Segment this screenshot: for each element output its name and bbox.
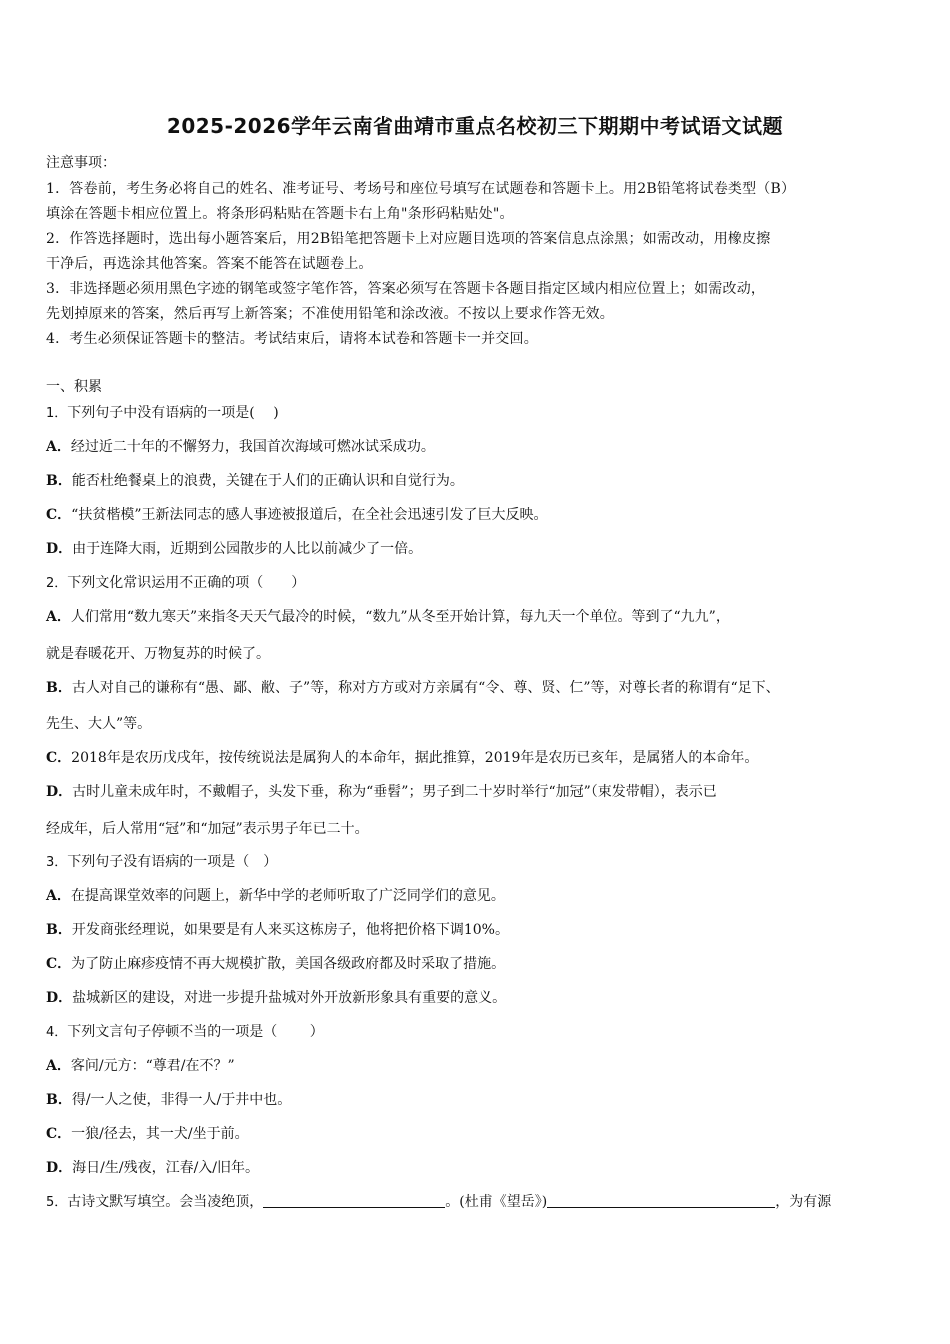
question-text: 古诗文默写填空。会当凌绝顶， — [67, 1194, 264, 1210]
option-letter: D． — [46, 784, 73, 800]
question-number: 5． — [46, 1195, 68, 1210]
question-2-option-d-cont: 经成年，后人常用“冠”和“加冠”表示男子年已二十。 — [46, 821, 369, 837]
question-3-option-a — [46, 885, 505, 905]
notice-line: 1．答卷前，考生务必将自己的姓名、准考证号、考场号和座位号填写在试题卷和答题卡上。用2B铅笔将试卷类型（B） — [46, 181, 796, 197]
option-text: 客问/元方：“尊君/在不？” — [70, 1058, 235, 1074]
notice-line: 3．非选择题必须用黑色字迹的钢笔或签字笔作答，答案必须写在答题卡各题目指定区域内相应位置上；如需改动， — [46, 281, 766, 297]
question-1-option-b — [46, 470, 464, 490]
question-4-option-c — [46, 1123, 249, 1143]
question-1-option-d — [46, 538, 422, 558]
question-3-option-b — [46, 919, 509, 939]
option-text: 得/一人之使，非得一人/于井中也。 — [71, 1092, 292, 1108]
question-3-option-c — [46, 953, 505, 973]
option-text: 人们常用“数九寒天”来指冬天天气最冷的时候，“数九”从冬至开始计算，每九天一个单位。等到了“九九”， — [70, 609, 730, 625]
option-text: 为了防止麻疹疫情不再大规模扩散，美国各级政府都及时采取了措施。 — [71, 956, 506, 972]
question-4-stem — [46, 1021, 324, 1041]
option-letter: C． — [46, 750, 72, 766]
question-4-option-d — [46, 1157, 259, 1177]
option-text: 古人对自己的谦称有“愚、鄙、敝、子”等，称对方方或对方亲属有“令、尊、贤、仁”等，对尊长者的称谓有“足下、 — [71, 680, 780, 696]
question-3-stem — [46, 851, 277, 871]
option-letter: D． — [46, 541, 73, 557]
option-letter: B． — [46, 473, 72, 489]
question-2-stem — [46, 572, 305, 592]
notice-heading: 注意事项： — [46, 155, 116, 171]
answer-blank[interactable] — [547, 1193, 775, 1208]
option-letter: B． — [46, 922, 72, 938]
notice-line: 填涂在答题卡相应位置上。将条形码粘贴在答题卡右上角"条形码粘贴处"。 — [46, 206, 514, 222]
question-2-option-b-cont: 先生、大人”等。 — [46, 716, 152, 732]
answer-blank[interactable] — [263, 1193, 445, 1208]
option-text: 在提高课堂效率的问题上，新华中学的老师听取了广泛同学们的意见。 — [70, 888, 505, 904]
option-letter: B． — [46, 680, 72, 696]
notice-line: 先划掉原来的答案，然后再写上新答案；不准使用铅笔和涂改液。不按以上要求作答无效。 — [46, 306, 614, 322]
page-title: 2025-2026学年云南省曲靖市重点名校初三下期期中考试语文试题 — [166, 114, 784, 138]
question-number: 4． — [46, 1025, 68, 1040]
question-text: 下列文言句子停顿不当的一项是（ ） — [67, 1024, 324, 1040]
option-text: 能否杜绝餐桌上的浪费，关键在于人们的正确认识和自觉行为。 — [71, 473, 464, 489]
option-text: 由于连降大雨，近期到公园散步的人比以前减少了一倍。 — [72, 541, 423, 557]
question-2-option-d — [46, 781, 717, 801]
question-2-option-c — [46, 747, 758, 767]
option-text: 海日/生/残夜，江春/入/旧年。 — [72, 1160, 260, 1176]
question-1-stem — [46, 402, 279, 422]
question-4-option-a — [46, 1055, 235, 1075]
option-text: 盐城新区的建设，对进一步提升盐城对外开放新形象具有重要的意义。 — [72, 990, 507, 1006]
question-text: 下列句子没有语病的一项是（ ） — [67, 854, 278, 870]
question-2-option-b — [46, 677, 780, 697]
question-4-option-b — [46, 1089, 291, 1109]
option-letter: A． — [46, 439, 71, 455]
question-2-option-a — [46, 606, 730, 626]
option-text: 古时儿童未成年时，不戴帽子，头发下垂，称为“垂髫”；男子到二十岁时举行“加冠”（束发带帽），表示已 — [72, 784, 717, 800]
notice-line: 4．考生必须保证答题卡的整洁。考试结束后，请将本试卷和答题卡一并交回。 — [46, 331, 538, 347]
question-number: 3． — [46, 855, 68, 870]
question-3-option-d — [46, 987, 506, 1007]
option-letter: A． — [46, 888, 71, 904]
question-number: 1． — [46, 406, 68, 421]
option-text: “扶贫楷模”王新法同志的感人事迹被报道后，在全社会迅速引发了巨大反映。 — [71, 507, 548, 523]
option-letter: A． — [46, 609, 71, 625]
question-number: 2． — [46, 576, 68, 591]
section-heading: 一、积累 — [46, 379, 102, 395]
option-letter: D． — [46, 990, 73, 1006]
question-text: ，为有源 — [775, 1194, 832, 1210]
question-text: 下列句子中没有语病的一项是( ) — [67, 405, 279, 421]
option-letter: C． — [46, 1126, 72, 1142]
option-letter: A． — [46, 1058, 71, 1074]
option-letter: C． — [46, 956, 72, 972]
notice-line: 干净后，再选涂其他答案。答案不能答在试题卷上。 — [46, 256, 373, 272]
option-letter: D． — [46, 1160, 73, 1176]
option-letter: C． — [46, 507, 72, 523]
question-2-option-a-cont: 就是春暖花开、万物复苏的时候了。 — [46, 646, 270, 662]
question-1-option-a — [46, 436, 435, 456]
option-text: 经过近二十年的不懈努力，我国首次海域可燃冰试采成功。 — [70, 439, 435, 455]
option-text: 一狼/径去，其一犬/坐于前。 — [71, 1126, 249, 1142]
option-letter: B． — [46, 1092, 72, 1108]
question-5-stem — [46, 1191, 831, 1211]
option-text: 2018年是农历戊戌年，按传统说法是属狗人的本命年，据此推算，2019年是农历已亥年，是属猪人的本命年。 — [71, 750, 759, 766]
notice-line: 2．作答选择题时，选出每小题答案后，用2B铅笔把答题卡上对应题目选项的答案信息点涂黑；如需改动，用橡皮擦 — [46, 231, 771, 247]
option-text: 开发商张经理说，如果要是有人来买这栋房子，他将把价格下调10%。 — [71, 922, 509, 938]
question-1-option-c — [46, 504, 547, 524]
question-text: 。(杜甫《望岳》) — [445, 1194, 548, 1210]
question-text: 下列文化常识运用不正确的项（ ） — [67, 575, 306, 591]
